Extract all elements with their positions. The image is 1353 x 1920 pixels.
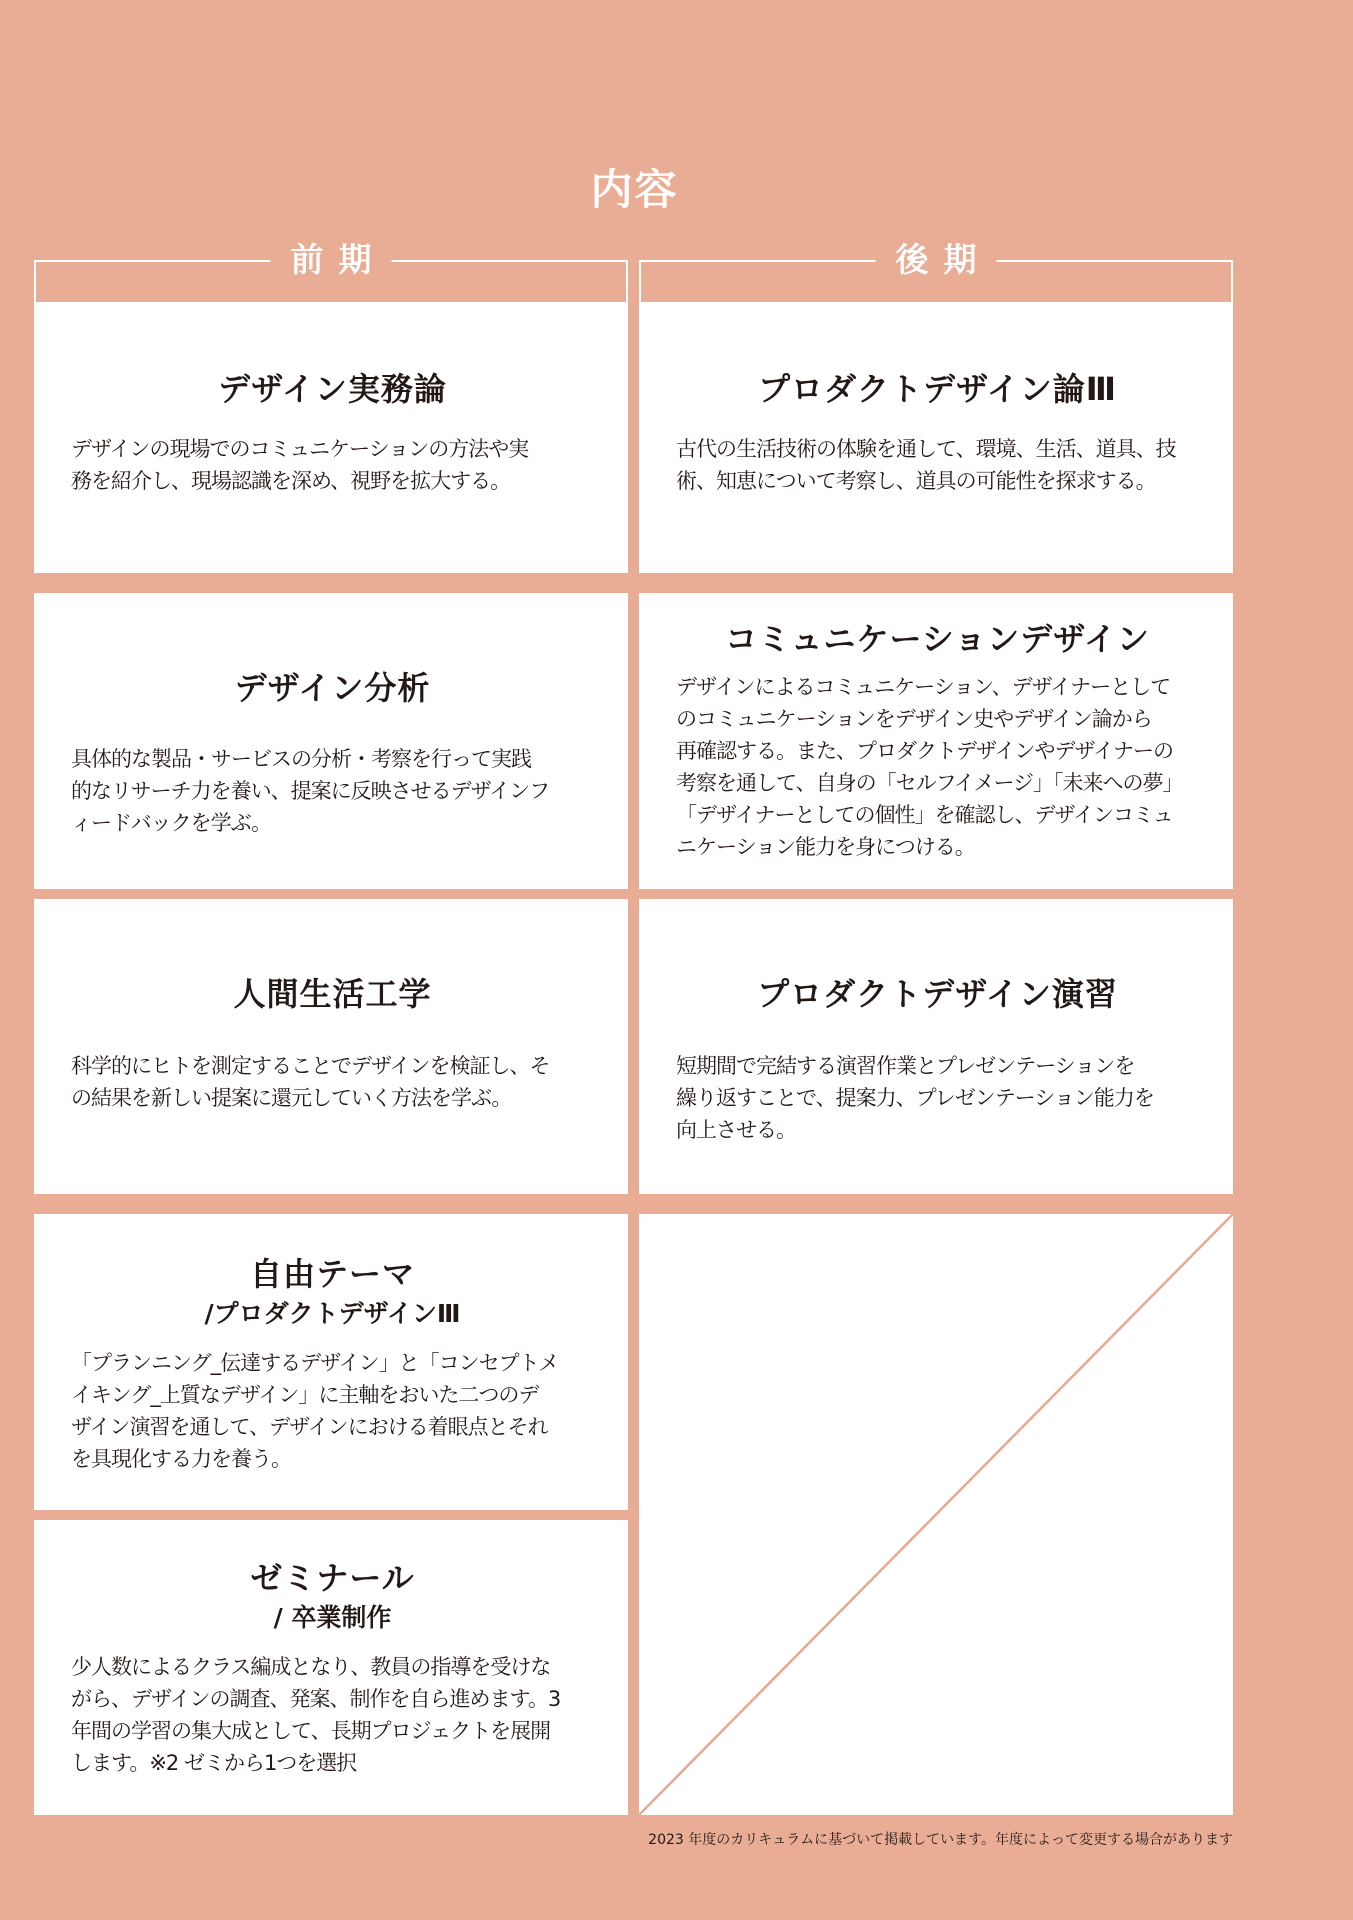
description-line: 短期間で完結する演習作業とプレゼンテーションを: [676, 1054, 1135, 1078]
course-title: プロダクトデザイン論Ⅲ: [757, 370, 1117, 408]
course-title: ゼミナール: [250, 1559, 415, 1597]
description-line: 務を紹介し、現場認識を深め、視野を拡大する。: [71, 469, 511, 493]
description-line: ニケーション能力を身につける。: [676, 835, 975, 859]
course-description: [71, 433, 594, 497]
description-line: 向上させる。: [676, 1118, 796, 1142]
term-label-first-half: 前期: [271, 238, 392, 282]
description-line: 再確認する。また、プロダクトデザインやデザイナーの: [676, 739, 1174, 763]
course-title: プロダクトデザイン演習: [757, 975, 1118, 1013]
description-line: 考察を通して、自身の「セルフイメージ」「未来への夢」: [676, 771, 1183, 795]
course-description: [676, 433, 1199, 497]
description-line: します。※2 ゼミから1つを選択: [71, 1751, 357, 1775]
course-card-free-theme: [34, 1214, 628, 1510]
description-line: の結果を新しい提案に還元していく方法を学ぶ。: [71, 1086, 512, 1110]
course-subtitle: /プロダクトデザインⅢ: [204, 1299, 461, 1328]
term-header-second-half: [639, 240, 1233, 303]
description-line: のコミュニケーションをデザイン史やデザイン論から: [676, 707, 1152, 731]
description-line: 年間の学習の集大成として、長期プロジェクトを展開: [71, 1719, 551, 1743]
description-line: デザインによるコミュニケーション、デザイナーとして: [676, 675, 1171, 699]
course-card-design-practice: [34, 302, 628, 573]
page-title: 内容: [590, 165, 679, 214]
course-card-design-analysis: [34, 593, 628, 889]
course-card-product-design-theory-3: [639, 302, 1233, 573]
description-line: を具現化する力を養う。: [71, 1447, 291, 1471]
description-line: 的なリサーチ力を養い、提案に反映させるデザインフ: [71, 779, 550, 803]
description-line: がら、デザインの調査、発案、制作を自ら進めます。3: [71, 1687, 561, 1711]
description-line: 科学的にヒトを測定することでデザインを検証し、そ: [71, 1054, 550, 1078]
empty-cell-diagonal: [639, 1214, 1233, 1815]
course-card-human-life-engineering: [34, 899, 628, 1194]
term-header-first-half: [34, 240, 628, 303]
description-line: 具体的な製品・サービスの分析・考察を行って実践: [71, 747, 531, 771]
course-description: [676, 671, 1199, 863]
description-line: ィードバックを学ぶ。: [71, 811, 271, 835]
description-line: 「プランニング_伝達するデザイン」と「コンセプトメ: [71, 1351, 559, 1375]
footnote: 2023 年度のカリキュラムに基づいて掲載しています。年度によって変更する場合があります: [648, 1832, 1233, 1848]
course-title: デザイン分析: [234, 669, 431, 707]
course-title: コミュニケーションデザイン: [725, 620, 1150, 658]
description-line: 少人数によるクラス編成となり、教員の指導を受けな: [71, 1655, 551, 1679]
description-line: 「デザイナーとしての個性」を確認し、デザインコミュ: [676, 803, 1173, 827]
course-subtitle: / 卒業制作: [273, 1603, 392, 1632]
course-description: [71, 1347, 594, 1475]
empty-cell: [639, 1214, 1233, 1815]
course-title: 人間生活工学: [233, 975, 432, 1013]
course-description: [71, 1050, 594, 1114]
description-line: デザインの現場でのコミュニケーションの方法や実: [71, 437, 529, 461]
course-description: [676, 1050, 1199, 1146]
term-label-second-half: 後期: [876, 238, 997, 282]
description-line: 古代の生活技術の体験を通して、環境、生活、道具、技: [676, 437, 1176, 461]
course-description: [71, 743, 594, 839]
course-card-product-design-exercise: [639, 899, 1233, 1194]
description-line: 術、知恵について考察し、道具の可能性を探求する。: [676, 469, 1156, 493]
description-line: 繰り返すことで、提案力、プレゼンテーション能力を: [676, 1086, 1154, 1110]
course-description: [71, 1651, 594, 1779]
course-card-seminar: [34, 1520, 628, 1815]
course-card-communication-design: [639, 593, 1233, 889]
description-line: ザイン演習を通して、デザインにおける着眼点とそれ: [71, 1415, 548, 1439]
course-title: デザイン実務論: [218, 370, 447, 408]
course-title: 自由テーマ: [249, 1255, 415, 1293]
description-line: イキング_上質なデザイン」に主軸をおいた二つのデ: [71, 1383, 539, 1407]
